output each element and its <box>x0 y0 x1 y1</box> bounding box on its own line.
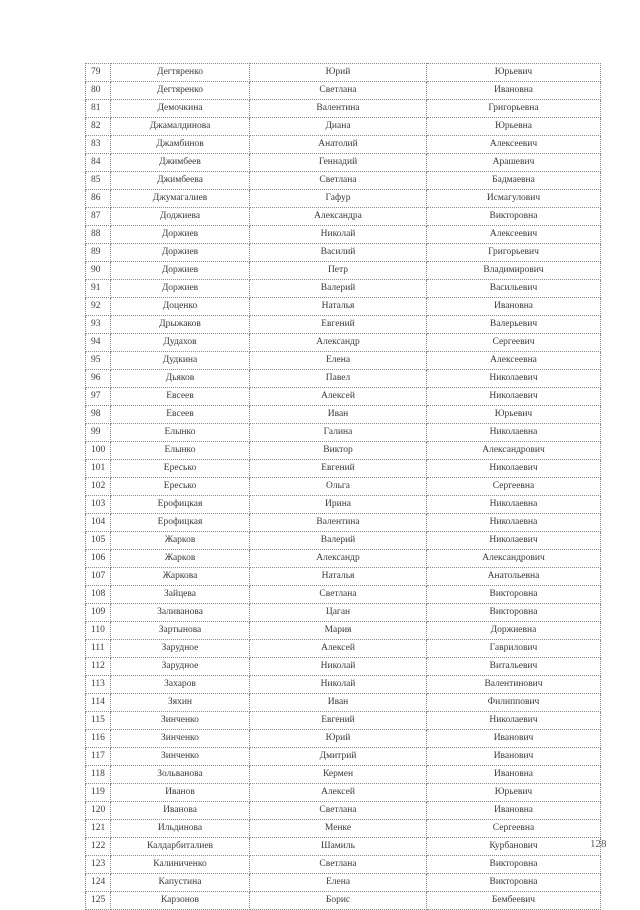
surname-cell: Капустина <box>111 874 250 892</box>
first-name-cell: Виктор <box>250 442 427 460</box>
table-row <box>86 820 601 838</box>
row-number: 121 <box>86 820 111 838</box>
patronymic-cell: Алексеевна <box>427 352 601 370</box>
table-row <box>86 874 601 892</box>
surname-cell: Доржиев <box>111 226 250 244</box>
surname-cell: Жарков <box>111 550 250 568</box>
table-row <box>86 316 601 334</box>
table-row <box>86 568 601 586</box>
row-number: 80 <box>86 82 111 100</box>
first-name-cell: Диана <box>250 118 427 136</box>
patronymic-cell: Ивановна <box>427 766 601 784</box>
first-name-cell: Светлана <box>250 172 427 190</box>
surname-cell: Демочкина <box>111 100 250 118</box>
row-number: 82 <box>86 118 111 136</box>
surname-cell: Калдарбиталиев <box>111 838 250 856</box>
row-number: 118 <box>86 766 111 784</box>
first-name-cell: Евгений <box>250 316 427 334</box>
patronymic-cell: Николаевна <box>427 496 601 514</box>
row-number: 102 <box>86 478 111 496</box>
table-row <box>86 370 601 388</box>
row-number: 104 <box>86 514 111 532</box>
table-row <box>86 460 601 478</box>
row-number: 108 <box>86 586 111 604</box>
row-number: 93 <box>86 316 111 334</box>
first-name-cell: Николай <box>250 226 427 244</box>
row-number: 111 <box>86 640 111 658</box>
surname-cell: Зинченко <box>111 748 250 766</box>
row-number: 95 <box>86 352 111 370</box>
patronymic-cell: Сергеевна <box>427 820 601 838</box>
first-name-cell: Валерий <box>250 280 427 298</box>
first-name-cell: Алексей <box>250 388 427 406</box>
surname-cell: Джимбеев <box>111 154 250 172</box>
first-name-cell: Шамиль <box>250 838 427 856</box>
table-row <box>86 388 601 406</box>
table-row <box>86 262 601 280</box>
first-name-cell: Борис <box>250 892 427 910</box>
row-number: 94 <box>86 334 111 352</box>
row-number: 90 <box>86 262 111 280</box>
table-row <box>86 334 601 352</box>
first-name-cell: Елена <box>250 874 427 892</box>
table-row <box>86 694 601 712</box>
patronymic-cell: Курбанович <box>427 838 601 856</box>
table-row <box>86 892 601 910</box>
surname-cell: Дегтяренко <box>111 82 250 100</box>
surname-cell: Зартынова <box>111 622 250 640</box>
row-number: 98 <box>86 406 111 424</box>
first-name-cell: Валентина <box>250 514 427 532</box>
first-name-cell: Гафур <box>250 190 427 208</box>
surname-cell: Доджиева <box>111 208 250 226</box>
table-row <box>86 82 601 100</box>
patronymic-cell: Анатольевна <box>427 568 601 586</box>
row-number: 124 <box>86 874 111 892</box>
first-name-cell: Дмитрий <box>250 748 427 766</box>
table-row <box>86 640 601 658</box>
table-row <box>86 658 601 676</box>
table-row <box>86 136 601 154</box>
patronymic-cell: Николаевна <box>427 424 601 442</box>
surname-cell: Джамалдинова <box>111 118 250 136</box>
first-name-cell: Мария <box>250 622 427 640</box>
surname-cell: Ересько <box>111 478 250 496</box>
table-row <box>86 406 601 424</box>
row-number: 96 <box>86 370 111 388</box>
patronymic-cell: Ивановна <box>427 82 601 100</box>
patronymic-cell: Александрович <box>427 550 601 568</box>
first-name-cell: Светлана <box>250 586 427 604</box>
patronymic-cell: Александрович <box>427 442 601 460</box>
row-number: 116 <box>86 730 111 748</box>
patronymic-cell: Сергеевна <box>427 478 601 496</box>
row-number: 107 <box>86 568 111 586</box>
row-number: 122 <box>86 838 111 856</box>
patronymic-cell: Владимирович <box>427 262 601 280</box>
row-number: 119 <box>86 784 111 802</box>
first-name-cell: Алексей <box>250 784 427 802</box>
first-name-cell: Юрий <box>250 64 427 82</box>
row-number: 88 <box>86 226 111 244</box>
surname-cell: Дудкина <box>111 352 250 370</box>
table-row <box>86 514 601 532</box>
table-row <box>86 208 601 226</box>
first-name-cell: Валерий <box>250 532 427 550</box>
table-row <box>86 478 601 496</box>
first-name-cell: Менке <box>250 820 427 838</box>
first-name-cell: Иван <box>250 406 427 424</box>
first-name-cell: Александр <box>250 550 427 568</box>
first-name-cell: Ирина <box>250 496 427 514</box>
surname-cell: Зяхин <box>111 694 250 712</box>
table-row <box>86 622 601 640</box>
patronymic-cell: Юрьевич <box>427 784 601 802</box>
table-row <box>86 244 601 262</box>
surname-cell: Зарудное <box>111 658 250 676</box>
surname-cell: Захаров <box>111 676 250 694</box>
surname-cell: Елынко <box>111 442 250 460</box>
first-name-cell: Василий <box>250 244 427 262</box>
surname-cell: Джумагалиев <box>111 190 250 208</box>
row-number: 112 <box>86 658 111 676</box>
row-number: 92 <box>86 298 111 316</box>
patronymic-cell: Николаевич <box>427 532 601 550</box>
surname-cell: Иванова <box>111 802 250 820</box>
first-name-cell: Евгений <box>250 460 427 478</box>
table-row <box>86 730 601 748</box>
table-row <box>86 118 601 136</box>
row-number: 109 <box>86 604 111 622</box>
surname-cell: Дьяков <box>111 370 250 388</box>
first-name-cell: Елена <box>250 352 427 370</box>
first-name-cell: Александр <box>250 334 427 352</box>
row-number: 91 <box>86 280 111 298</box>
table-row <box>86 712 601 730</box>
patronymic-cell: Ивановна <box>427 298 601 316</box>
surname-cell: Доржиев <box>111 262 250 280</box>
page-number: 128 <box>590 838 607 850</box>
first-name-cell: Галина <box>250 424 427 442</box>
patronymic-cell: Юрьевич <box>427 64 601 82</box>
row-number: 83 <box>86 136 111 154</box>
row-number: 85 <box>86 172 111 190</box>
patronymic-cell: Николаевич <box>427 460 601 478</box>
first-name-cell: Светлана <box>250 802 427 820</box>
row-number: 101 <box>86 460 111 478</box>
surname-cell: Жаркова <box>111 568 250 586</box>
patronymic-cell: Бембеевич <box>427 892 601 910</box>
patronymic-cell: Сергеевич <box>427 334 601 352</box>
row-number: 103 <box>86 496 111 514</box>
table-row <box>86 676 601 694</box>
surname-cell: Доржиев <box>111 244 250 262</box>
table-row <box>86 226 601 244</box>
table-row <box>86 496 601 514</box>
surname-cell: Карзонов <box>111 892 250 910</box>
surname-cell: Ерофицкая <box>111 496 250 514</box>
table-row <box>86 352 601 370</box>
row-number: 81 <box>86 100 111 118</box>
patronymic-cell: Филиппович <box>427 694 601 712</box>
table-row <box>86 838 601 856</box>
surname-cell: Елынко <box>111 424 250 442</box>
row-number: 117 <box>86 748 111 766</box>
surname-cell: Доценко <box>111 298 250 316</box>
first-name-cell: Иван <box>250 694 427 712</box>
first-name-cell: Николай <box>250 676 427 694</box>
table-row <box>86 532 601 550</box>
patronymic-cell: Викторовна <box>427 856 601 874</box>
first-name-cell: Ольга <box>250 478 427 496</box>
row-number: 110 <box>86 622 111 640</box>
table-row <box>86 586 601 604</box>
surname-cell: Зинченко <box>111 730 250 748</box>
patronymic-cell: Доржиевна <box>427 622 601 640</box>
patronymic-cell: Юрьевна <box>427 118 601 136</box>
surname-cell: Зольванова <box>111 766 250 784</box>
row-number: 79 <box>86 64 111 82</box>
table-row <box>86 100 601 118</box>
patronymic-cell: Арашевич <box>427 154 601 172</box>
patronymic-cell: Иванович <box>427 730 601 748</box>
surname-cell: Жарков <box>111 532 250 550</box>
patronymic-cell: Иванович <box>427 748 601 766</box>
table-row <box>86 172 601 190</box>
table-row <box>86 604 601 622</box>
row-number: 113 <box>86 676 111 694</box>
first-name-cell: Валентина <box>250 100 427 118</box>
row-number: 84 <box>86 154 111 172</box>
surname-cell: Зайцева <box>111 586 250 604</box>
first-name-cell: Николай <box>250 658 427 676</box>
first-name-cell: Наталья <box>250 298 427 316</box>
row-number: 97 <box>86 388 111 406</box>
row-number: 100 <box>86 442 111 460</box>
surname-cell: Джамбинов <box>111 136 250 154</box>
patronymic-cell: Викторовна <box>427 604 601 622</box>
table-row <box>86 190 601 208</box>
patronymic-cell: Юрьевич <box>427 406 601 424</box>
roster-body <box>86 64 601 910</box>
surname-cell: Зарудное <box>111 640 250 658</box>
surname-cell: Зинченко <box>111 712 250 730</box>
first-name-cell: Светлана <box>250 856 427 874</box>
first-name-cell: Павел <box>250 370 427 388</box>
table-row <box>86 280 601 298</box>
patronymic-cell: Бадмаевна <box>427 172 601 190</box>
first-name-cell: Александра <box>250 208 427 226</box>
patronymic-cell: Ивановна <box>427 802 601 820</box>
first-name-cell: Цаган <box>250 604 427 622</box>
row-number: 89 <box>86 244 111 262</box>
patronymic-cell: Валерьевич <box>427 316 601 334</box>
patronymic-cell: Николаевич <box>427 370 601 388</box>
patronymic-cell: Николаевна <box>427 514 601 532</box>
patronymic-cell: Алексеевич <box>427 226 601 244</box>
first-name-cell: Наталья <box>250 568 427 586</box>
patronymic-cell: Николаевич <box>427 388 601 406</box>
patronymic-cell: Григорьевич <box>427 244 601 262</box>
patronymic-cell: Григорьевна <box>427 100 601 118</box>
table-row <box>86 766 601 784</box>
first-name-cell: Алексей <box>250 640 427 658</box>
patronymic-cell: Викторовна <box>427 874 601 892</box>
surname-cell: Калиниченко <box>111 856 250 874</box>
table-row <box>86 748 601 766</box>
patronymic-cell: Николаевич <box>427 712 601 730</box>
first-name-cell: Петр <box>250 262 427 280</box>
table-row <box>86 64 601 82</box>
roster-table <box>85 63 601 910</box>
row-number: 123 <box>86 856 111 874</box>
first-name-cell: Евгений <box>250 712 427 730</box>
row-number: 125 <box>86 892 111 910</box>
first-name-cell: Юрий <box>250 730 427 748</box>
row-number: 86 <box>86 190 111 208</box>
patronymic-cell: Исмагулович <box>427 190 601 208</box>
patronymic-cell: Викторовна <box>427 208 601 226</box>
surname-cell: Евсеев <box>111 388 250 406</box>
surname-cell: Иванов <box>111 784 250 802</box>
row-number: 87 <box>86 208 111 226</box>
table-row <box>86 424 601 442</box>
surname-cell: Заливанова <box>111 604 250 622</box>
first-name-cell: Светлана <box>250 82 427 100</box>
surname-cell: Дегтяренко <box>111 64 250 82</box>
first-name-cell: Геннадий <box>250 154 427 172</box>
table-row <box>86 442 601 460</box>
patronymic-cell: Гаврилович <box>427 640 601 658</box>
row-number: 105 <box>86 532 111 550</box>
surname-cell: Доржиев <box>111 280 250 298</box>
surname-cell: Дрыжаков <box>111 316 250 334</box>
patronymic-cell: Валентинович <box>427 676 601 694</box>
table-row <box>86 550 601 568</box>
table-row <box>86 784 601 802</box>
row-number: 115 <box>86 712 111 730</box>
surname-cell: Джимбеева <box>111 172 250 190</box>
table-row <box>86 154 601 172</box>
row-number: 120 <box>86 802 111 820</box>
first-name-cell: Анатолий <box>250 136 427 154</box>
row-number: 106 <box>86 550 111 568</box>
surname-cell: Дудахов <box>111 334 250 352</box>
patronymic-cell: Васильевич <box>427 280 601 298</box>
surname-cell: Ильдинова <box>111 820 250 838</box>
patronymic-cell: Викторовна <box>427 586 601 604</box>
row-number: 99 <box>86 424 111 442</box>
surname-cell: Евсеев <box>111 406 250 424</box>
row-number: 114 <box>86 694 111 712</box>
surname-cell: Ересько <box>111 460 250 478</box>
patronymic-cell: Витальевич <box>427 658 601 676</box>
table-row <box>86 298 601 316</box>
first-name-cell: Кермен <box>250 766 427 784</box>
surname-cell: Ерофицкая <box>111 514 250 532</box>
table-row <box>86 802 601 820</box>
patronymic-cell: Алексеевич <box>427 136 601 154</box>
table-row <box>86 856 601 874</box>
